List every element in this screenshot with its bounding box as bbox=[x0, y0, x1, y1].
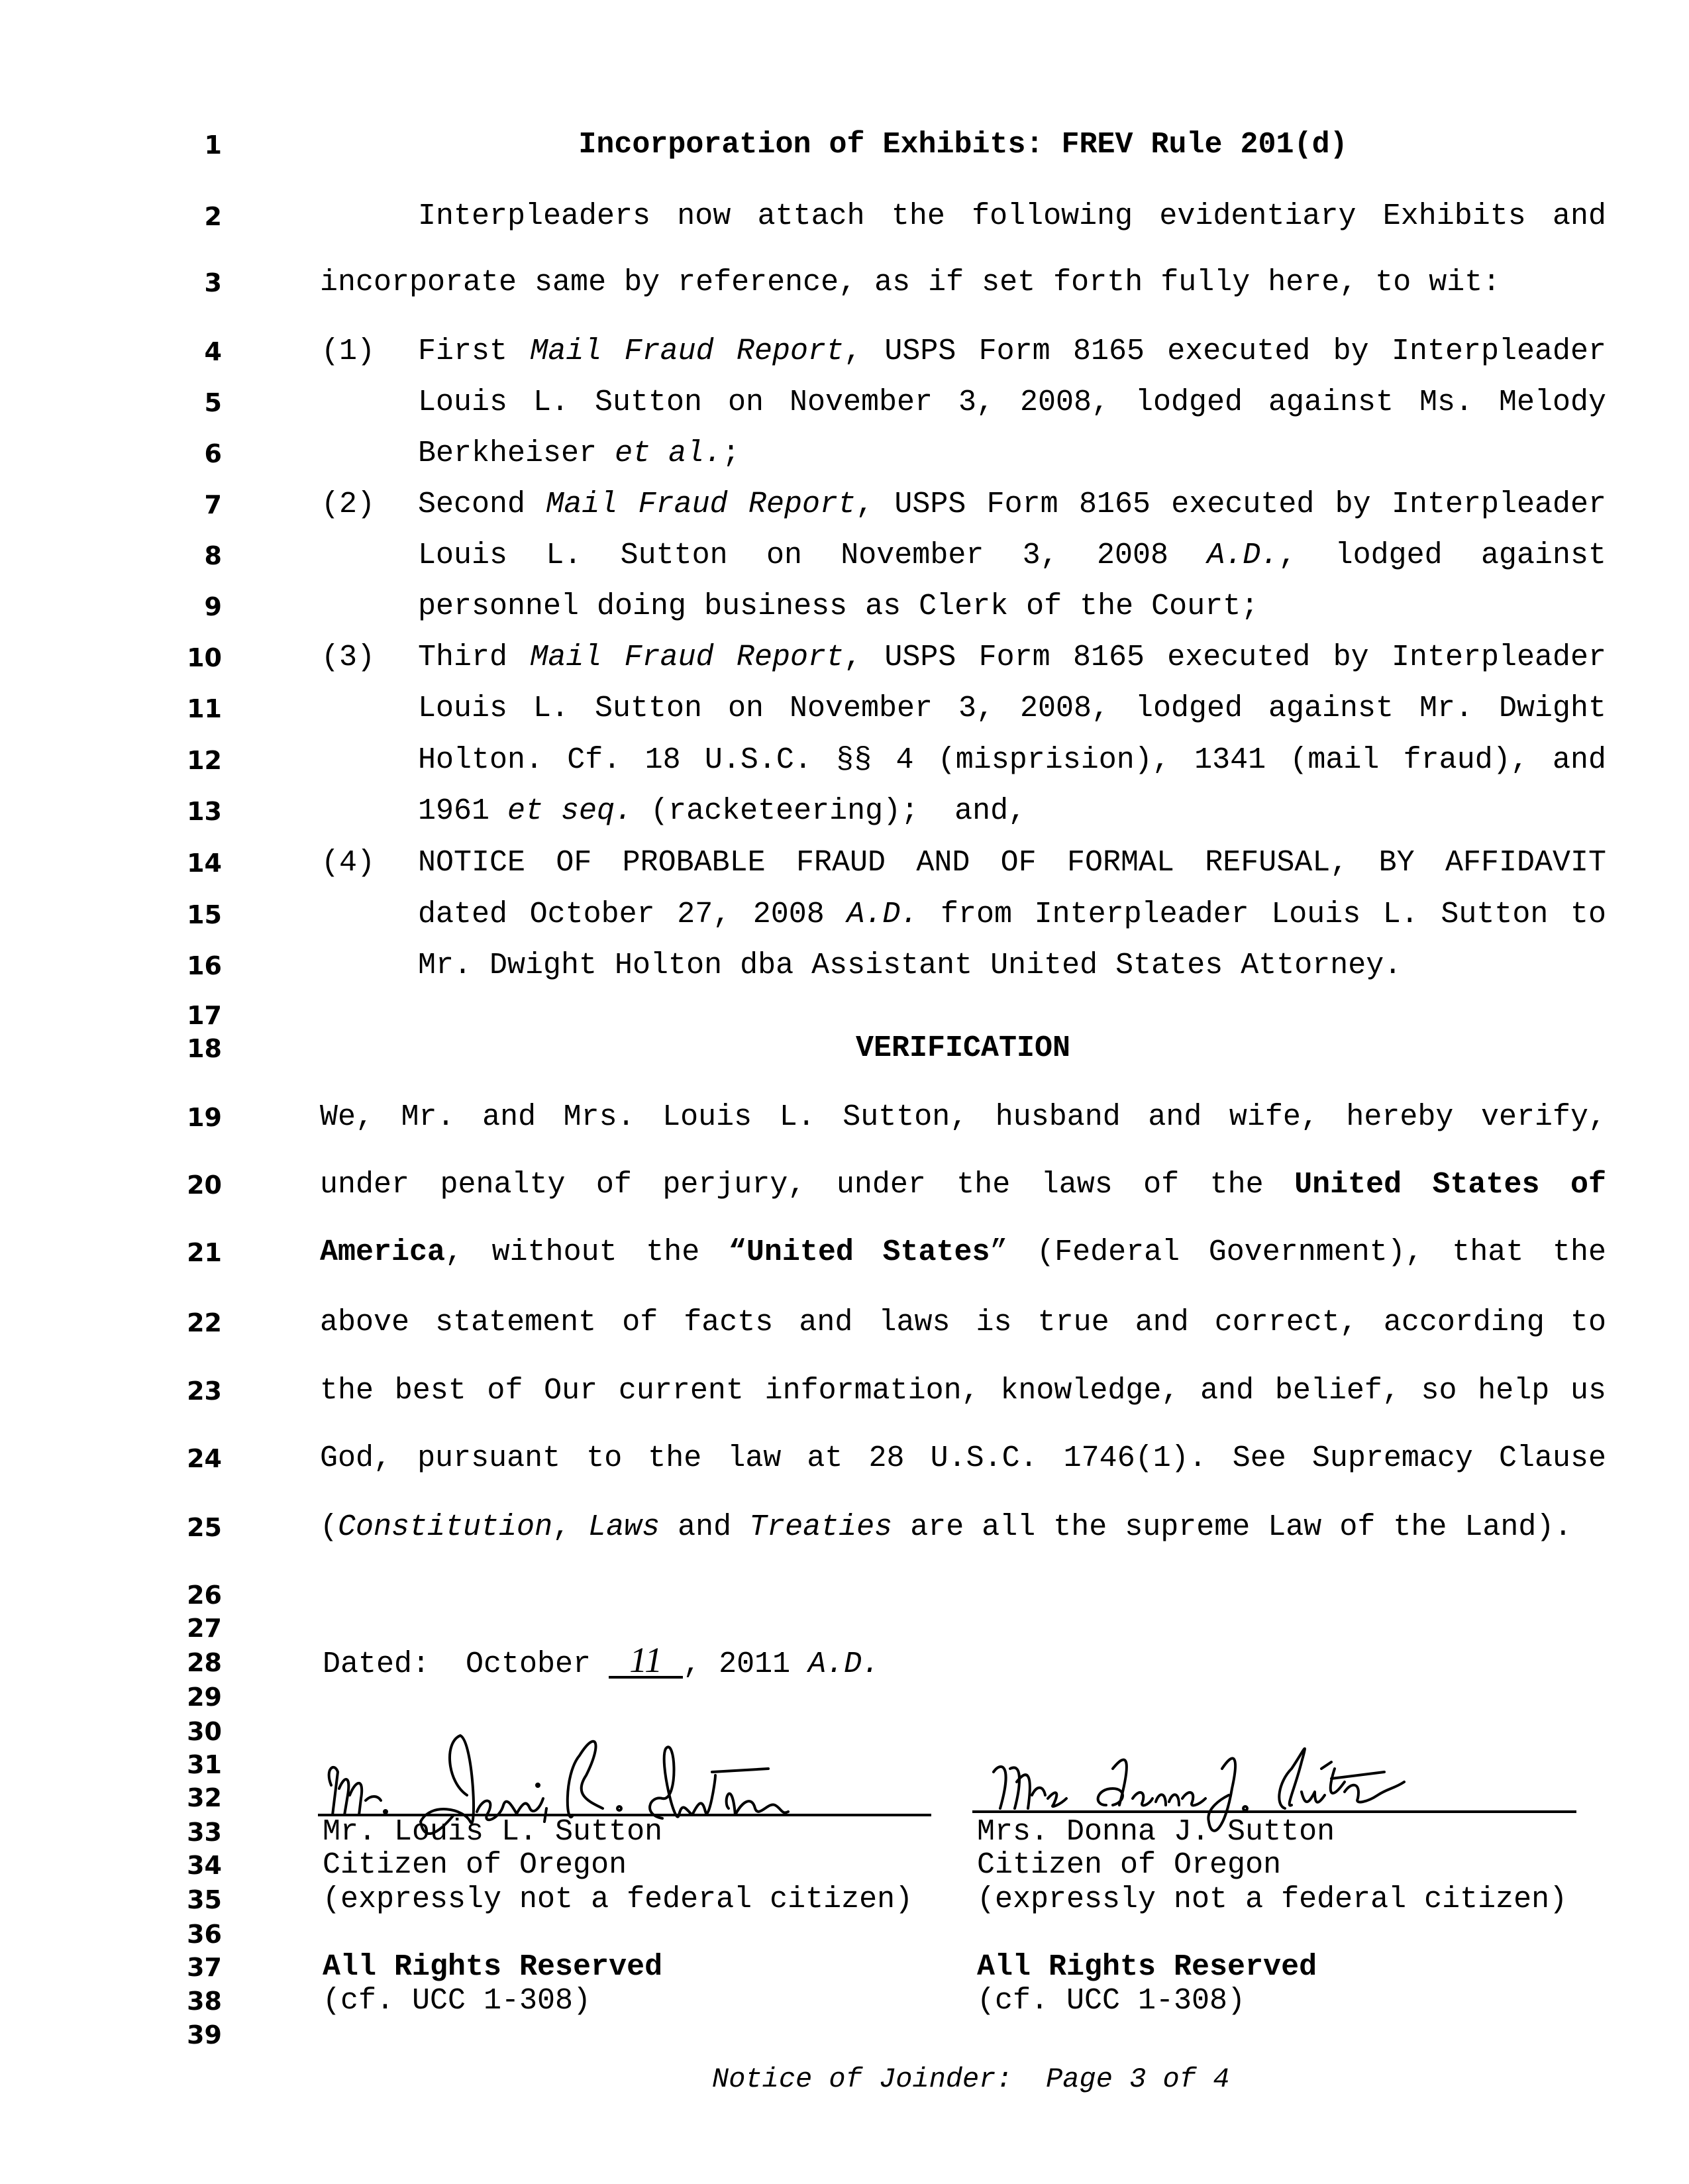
line-number: 24 bbox=[187, 1444, 222, 1473]
exhibit-line: Holton. Cf. 18 U.S.C. §§ 4 (misprision), 1341 (mail fraud), and bbox=[418, 743, 1606, 777]
exhibit-line: Third Mail Fraud Report, USPS Form 8165 executed by Interpleader bbox=[418, 641, 1606, 674]
verification-line: America, without the “United States” (Federal Government), that the bbox=[320, 1235, 1606, 1269]
exhibit-line: NOTICE OF PROBABLE FRAUD AND OF FORMAL REFUSAL, BY AFFIDAVIT bbox=[418, 846, 1606, 880]
verification-line: the best of Our current information, knowledge, and belief, so help us bbox=[320, 1374, 1606, 1408]
line-number: 21 bbox=[187, 1238, 222, 1267]
line-number: 4 bbox=[204, 337, 222, 366]
line-number: 10 bbox=[187, 643, 222, 672]
signatory-rights: All Rights Reserved bbox=[977, 1950, 1317, 1984]
line-number: 23 bbox=[187, 1377, 222, 1406]
exhibit-line: Second Mail Fraud Report, USPS Form 8165 executed by Interpleader bbox=[418, 488, 1606, 521]
section-title-verification: VERIFICATION bbox=[855, 1031, 1071, 1065]
line-number: 1 bbox=[204, 130, 222, 160]
exhibit-marker: (4) bbox=[321, 846, 376, 880]
verification-line: God, pursuant to the law at 28 U.S.C. 1746(1). See Supremacy Clause bbox=[320, 1441, 1606, 1475]
line-number: 11 bbox=[187, 694, 222, 723]
signatory-name: Mr. Louis L. Sutton bbox=[323, 1815, 663, 1849]
exhibit-marker: (2) bbox=[321, 488, 376, 521]
line-number: 6 bbox=[204, 439, 222, 468]
line-number: 26 bbox=[187, 1581, 222, 1610]
exhibit-line: personnel doing business as Clerk of the Court; bbox=[418, 590, 1259, 623]
line-number: 38 bbox=[187, 1987, 222, 2016]
line-number: 7 bbox=[204, 490, 222, 519]
verification-line: under penalty of perjury, under the laws of the United States of bbox=[320, 1168, 1606, 1202]
signatory-citizenship: Citizen of Oregon bbox=[977, 1848, 1282, 1882]
intro-line: Interpleaders now attach the following evidentiary Exhibits and bbox=[418, 199, 1606, 233]
signatory-ref: (cf. UCC 1-308) bbox=[977, 1984, 1246, 2018]
exhibit-line: dated October 27, 2008 A.D. from Interpleader Louis L. Sutton to bbox=[418, 898, 1606, 931]
line-number: 8 bbox=[204, 541, 222, 570]
line-number: 12 bbox=[187, 746, 222, 775]
line-number: 25 bbox=[187, 1513, 222, 1542]
line-number: 14 bbox=[187, 849, 222, 878]
line-number: 35 bbox=[187, 1885, 222, 1914]
signature-line-right bbox=[972, 1810, 1576, 1813]
line-number: 27 bbox=[187, 1614, 222, 1643]
line-number: 5 bbox=[204, 388, 222, 417]
page-footer: Notice of Joinder: Page 3 of 4 bbox=[712, 2063, 1230, 2095]
section-title-exhibits: Incorporation of Exhibits: FREV Rule 201(d) bbox=[578, 128, 1348, 162]
intro-line: incorporate same by reference, as if set forth fully here, to wit: bbox=[320, 266, 1501, 299]
line-number: 36 bbox=[187, 1920, 222, 1949]
exhibit-line: Louis L. Sutton on November 3, 2008, lodged against Mr. Dwight bbox=[418, 692, 1606, 725]
exhibit-line: Berkheiser et al.; bbox=[418, 437, 741, 470]
line-number: 15 bbox=[187, 900, 222, 929]
signatory-citizenship: Citizen of Oregon bbox=[323, 1848, 627, 1882]
line-number: 22 bbox=[187, 1308, 222, 1337]
signatory-note: (expressly not a federal citizen) bbox=[977, 1883, 1568, 1916]
dated-line: Dated: October 11 , 2011 A.D. bbox=[323, 1640, 880, 1681]
line-number: 31 bbox=[187, 1750, 222, 1779]
line-number: 32 bbox=[187, 1783, 222, 1812]
line-number: 16 bbox=[187, 951, 222, 980]
line-number: 19 bbox=[187, 1103, 222, 1132]
signatory-ref: (cf. UCC 1-308) bbox=[323, 1984, 591, 2018]
line-number: 29 bbox=[187, 1683, 222, 1712]
exhibit-line: First Mail Fraud Report, USPS Form 8165 executed by Interpleader bbox=[418, 335, 1606, 368]
line-number: 33 bbox=[187, 1818, 222, 1847]
exhibit-marker: (3) bbox=[321, 641, 376, 674]
exhibit-line: Louis L. Sutton on November 3, 2008 A.D., lodged against bbox=[418, 539, 1606, 572]
signatory-name: Mrs. Donna J. Sutton bbox=[977, 1815, 1335, 1849]
signatory-note: (expressly not a federal citizen) bbox=[323, 1883, 913, 1916]
exhibit-marker: (1) bbox=[321, 335, 376, 368]
exhibit-line: Mr. Dwight Holton dba Assistant United States Attorney. bbox=[418, 949, 1402, 982]
verification-line: above statement of facts and laws is true and correct, according to bbox=[320, 1306, 1606, 1339]
signatory-rights: All Rights Reserved bbox=[323, 1950, 663, 1984]
line-number: 37 bbox=[187, 1953, 222, 1982]
handwritten-day: 11 bbox=[609, 1644, 683, 1679]
line-number: 2 bbox=[204, 202, 222, 231]
verification-line: (Constitution, Laws and Treaties are all the supreme Law of the Land). bbox=[320, 1510, 1572, 1544]
exhibit-line: 1961 et seq. (racketeering); and, bbox=[418, 794, 1027, 828]
line-number: 9 bbox=[204, 592, 222, 621]
exhibit-line: Louis L. Sutton on November 3, 2008, lodged against Ms. Melody bbox=[418, 386, 1606, 419]
line-number: 39 bbox=[187, 2020, 222, 2050]
line-number: 17 bbox=[187, 1001, 222, 1030]
line-number: 3 bbox=[204, 268, 222, 297]
line-number: 30 bbox=[187, 1717, 222, 1746]
line-number: 28 bbox=[187, 1648, 222, 1677]
line-number: 20 bbox=[187, 1170, 222, 1200]
verification-line: We, Mr. and Mrs. Louis L. Sutton, husband and wife, hereby verify, bbox=[320, 1100, 1606, 1134]
line-number: 13 bbox=[187, 797, 222, 826]
line-number: 18 bbox=[187, 1034, 222, 1063]
line-number: 34 bbox=[187, 1851, 222, 1880]
